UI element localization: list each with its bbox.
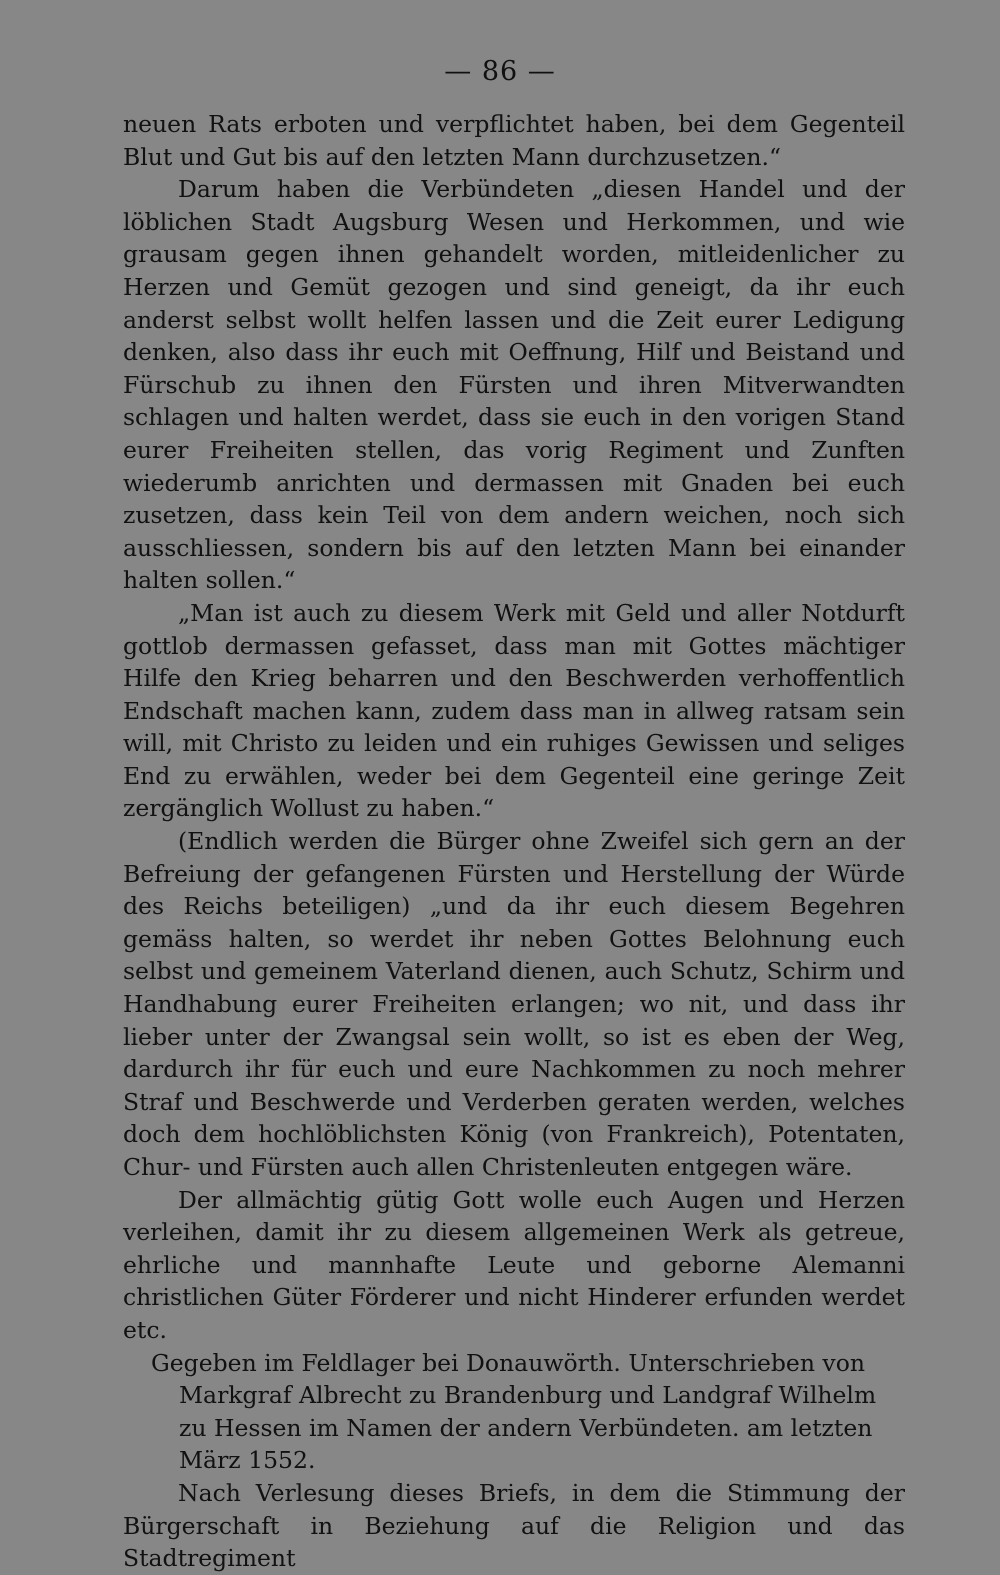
paragraph-signature: Gegeben im Feldlager bei Donauwörth. Unterschrieben von Markgraf Albrecht zu Brandenburg und Landgraf Wilhelm zu Hessen im Namen der andern Verbündeten. am letzten März 1552.: [151, 1348, 877, 1475]
paragraph-3: „Man ist auch zu diesem Werk mit Geld und aller Notdurft gottlob dermassen gefasset, dass man mit Gottes mächtiger Hilfe den Krieg beharren und den Beschwerden verhoffentlich Endschaft machen kann, zudem dass man in allweg ratsam sein will, mit Christo zu leiden und ein ruhiges Gewissen und seliges End zu erwählen, weder bei dem Gegenteil eine geringe Zeit zergänglich Wollust zu haben.“: [123, 598, 905, 823]
paragraph-2: Darum haben die Verbündeten „diesen Handel und der löblichen Stadt Augsburg Wesen und Herkommen, und wie grausam gegen ihnen gehandelt worden, mitleidenlicher zu Herzen und Gemüt gezogen und sind geneigt, da ihr euch anderst selbst wollt helfen lassen und die Zeit eurer Ledigung denken, also dass ihr euch mit Oeffnung, Hilf und Beistand und Fürschub zu ihnen den Fürsten und ihren Mitverwandten schlagen und halten werdet, dass sie euch in den vorigen Stand eurer Freiheiten stellen, das vorig Regiment und Zunften wiederumb anrichten und dermassen mit Gnaden bei euch zusetzen, dass kein Teil von dem andern weichen, noch sich ausschliessen, sondern bis auf den letzten Mann bei einander halten sollen.“: [123, 175, 905, 595]
paragraph-4: (Endlich werden die Bürger ohne Zweifel sich gern an der Befreiung der gefangenen Fürsten und Herstellung der Würde des Reichs beteiligen) „und da ihr euch diesem Begehren gemäss halten, so werdet ihr neben Gottes Belohnung euch selbst und gemeinem Vaterland dienen, auch Schutz, Schirm und Handhabung eurer Freiheiten erlangen; wo nit, und dass ihr lieber unter der Zwangsal sein wollt, so ist es eben der Weg, dardurch ihr für euch und eure Nachkommen zu noch mehrer Straf und Beschwerde und Verderben geraten werden, welches doch dem hochlöblichsten König (von Frankreich), Potentaten, Chur- und Fürsten auch allen Christenleuten entgegen wäre.: [123, 827, 905, 1181]
paragraph-7: Nach Verlesung dieses Briefs, in dem die Stimmung der Bürgerschaft in Beziehung auf die Religion und das Stadtregiment: [123, 1478, 905, 1573]
body-text: [123, 108, 905, 1575]
page-number: — 86 —: [444, 56, 556, 87]
paragraph-1: neuen Rats erboten und verpflichtet haben, bei dem Gegenteil Blut und Gut bis auf den letzten Mann durchzusetzen.“: [123, 110, 905, 171]
paragraph-5: Der allmächtig gütig Gott wolle euch Augen und Herzen verleihen, damit ihr zu diesem allgemeinen Werk als getreue, ehrliche und mannhafte Leute und geborne Alemanni christlichen Güter Förderer und nicht Hinderer erfunden werdet etc.: [123, 1185, 905, 1344]
